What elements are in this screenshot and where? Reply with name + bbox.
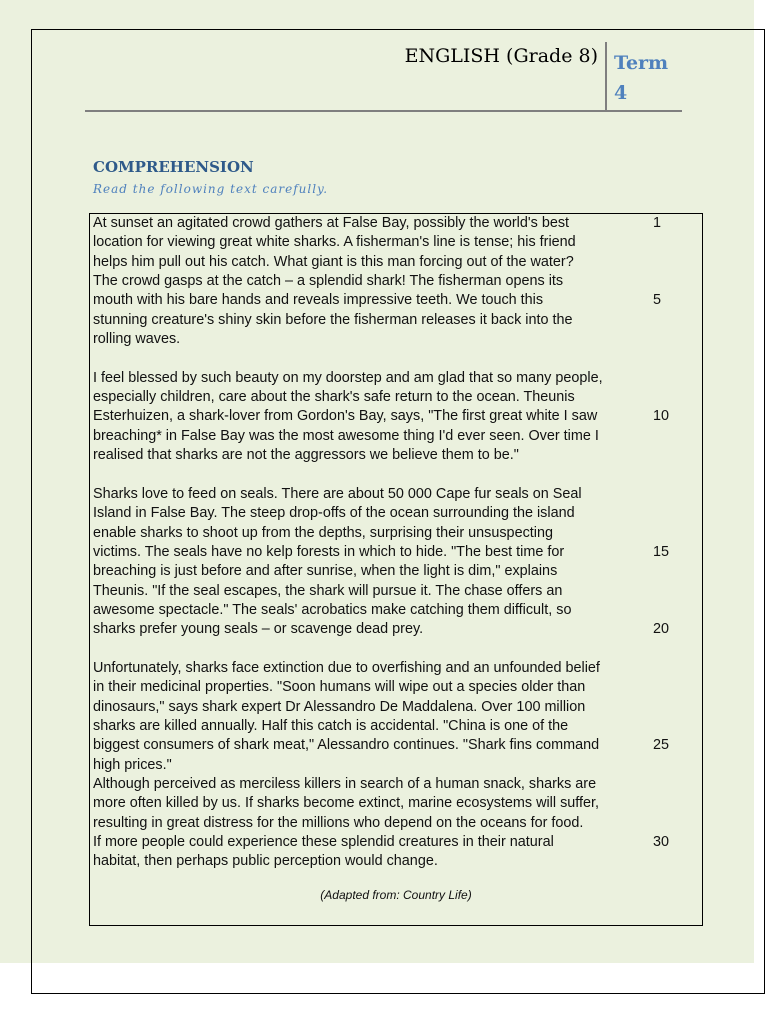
- passage-line-text: Esterhuizen, a shark-lover from Gordon's Bay, says, "The first great white I saw: [93, 408, 598, 425]
- passage-line-text: I feel blessed by such beauty on my doorstep and am glad that so many people,: [93, 369, 603, 386]
- line-number: [653, 388, 693, 407]
- line-number: [653, 524, 693, 543]
- passage-line: [93, 311, 693, 330]
- header-term: Term 4: [614, 52, 669, 104]
- passage-line-text: Sharks love to feed on seals. There are about 50 000 Cape fur seals on Seal: [93, 485, 582, 502]
- line-number: [653, 756, 693, 775]
- passage-line: [93, 291, 693, 310]
- passage-line: [93, 524, 693, 543]
- passage-line: [93, 427, 693, 446]
- passage-line-text: sharks are killed annually. Half this catch is accidental. "China is one of the: [93, 717, 569, 734]
- line-number: [653, 349, 693, 368]
- passage-line-text: [93, 465, 649, 484]
- header-rule: [85, 110, 682, 112]
- line-number: 10: [653, 408, 670, 425]
- line-number: 5: [653, 292, 662, 309]
- section-title: COMPREHENSION: [93, 158, 254, 176]
- passage-line: [93, 659, 693, 678]
- passage-line-text: realised that sharks are not the aggressors we believe them to be.": [93, 447, 519, 464]
- line-number: [653, 678, 693, 697]
- passage-line-text: mouth with his bare hands and reveals impressive teeth. We touch this: [93, 292, 544, 309]
- passage-line-text: The crowd gasps at the catch – a splendid shark! The fisherman opens its: [93, 273, 564, 290]
- line-number: 20: [653, 621, 670, 638]
- line-number: [653, 465, 693, 484]
- passage-line: [93, 504, 693, 523]
- line-number: [653, 253, 693, 272]
- passage-line: [93, 562, 693, 581]
- passage-line-text: enable sharks to shoot up from the depths, surprising their unsuspecting: [93, 524, 553, 541]
- line-number: 25: [653, 737, 670, 754]
- passage-line: [93, 833, 693, 852]
- passage-line: [93, 620, 693, 639]
- passage-line: [93, 253, 693, 272]
- line-number: [653, 272, 693, 291]
- line-number: [653, 852, 693, 871]
- passage-line-text: breaching* in False Bay was the most awesome thing I'd ever seen. Over time I: [93, 427, 599, 444]
- passage-line-text: Island in False Bay. The steep drop-offs of the ocean surrounding the island: [93, 505, 575, 522]
- passage-line: [93, 582, 693, 601]
- header-separator: [605, 42, 607, 110]
- passage-line: [93, 794, 693, 813]
- passage-line-text: [93, 640, 649, 659]
- line-number: [653, 504, 693, 523]
- line-number: [653, 311, 693, 330]
- passage-line: [93, 485, 693, 504]
- passage-line-text: sharks prefer young seals – or scavenge dead prey.: [93, 621, 424, 638]
- passage-line: [93, 330, 693, 349]
- passage-line-text: location for viewing great white sharks. A fisherman's line is tense; his friend: [93, 234, 576, 251]
- passage-line-text: At sunset an agitated crowd gathers at False Bay, possibly the world's best: [93, 215, 570, 231]
- line-number: [653, 814, 693, 833]
- passage-line: [93, 678, 693, 697]
- passage-line: [93, 736, 693, 755]
- line-number: [653, 562, 693, 581]
- passage-line: [93, 272, 693, 291]
- line-number: [653, 601, 693, 620]
- line-number: [653, 582, 693, 601]
- passage-line-text: Theunis. "If the seal escapes, the shark will pursue it. The chase offers an: [93, 582, 563, 599]
- passage-line: [93, 852, 693, 871]
- passage-line-text: especially children, care about the shark's safe return to the ocean. Theunis: [93, 389, 575, 406]
- line-number: [653, 717, 693, 736]
- passage-line-text: more often killed by us. If sharks become extinct, marine ecosystems will suffer,: [93, 795, 600, 812]
- source-citation: (Adapted from: Country Life): [320, 888, 472, 902]
- passage-line: [93, 446, 693, 465]
- line-number: [653, 330, 693, 349]
- passage-line-text: habitat, then perhaps public perception would change.: [93, 853, 438, 870]
- passage-line-text: dinosaurs," says shark expert Dr Alessandro De Maddalena. Over 100 million: [93, 698, 586, 715]
- passage-line-text: Although perceived as merciless killers in search of a human snack, sharks are: [93, 775, 597, 792]
- passage-line-text: helps him pull out his catch. What giant is this man forcing out of the water?: [93, 253, 574, 270]
- passage-line: [93, 698, 693, 717]
- line-number: [653, 369, 693, 388]
- passage-line-text: biggest consumers of shark meat," Alessandro continues. "Shark fins command: [93, 737, 600, 754]
- header-title: ENGLISH (Grade 8): [404, 45, 598, 67]
- passage-line-text: breaching is just before and after sunrise, when the light is dim," explains: [93, 563, 558, 580]
- passage-line-text: resulting in great distress for the millions who depend on the oceans for food.: [93, 814, 584, 831]
- passage-line: [93, 543, 693, 562]
- passage-line-text: in their medicinal properties. "Soon humans will wipe out a species older than: [93, 679, 586, 696]
- passage-line: [93, 775, 693, 794]
- line-number: 15: [653, 543, 670, 560]
- passage-line-text: victims. The seals have no kelp forests in which to hide. "The best time for: [93, 543, 565, 560]
- passage-lines: [93, 214, 693, 872]
- passage-line-text: rolling waves.: [93, 331, 181, 348]
- passage-line: [93, 349, 693, 368]
- passage-line-text: Unfortunately, sharks face extinction due to overfishing and an unfounded belief: [93, 659, 600, 676]
- line-number: 1: [653, 215, 662, 231]
- passage-line: [93, 369, 693, 388]
- line-number: [653, 233, 693, 252]
- line-number: [653, 427, 693, 446]
- instruction-text: Read the following text carefully.: [93, 182, 329, 196]
- line-number: [653, 485, 693, 504]
- line-number: [653, 446, 693, 465]
- passage-line: [93, 601, 693, 620]
- line-number: 30: [653, 834, 670, 850]
- passage-line: [93, 814, 693, 833]
- passage-line-text: stunning creature's shiny skin before the fisherman releases it back into the: [93, 311, 573, 328]
- line-number: [653, 794, 693, 813]
- passage-line-text: high prices.": [93, 756, 172, 773]
- passage-line: [93, 756, 693, 775]
- passage-line: [93, 465, 693, 484]
- passage-line: [93, 640, 693, 659]
- line-number: [653, 775, 693, 794]
- line-number: [653, 659, 693, 678]
- passage-line: [93, 388, 693, 407]
- line-number: [653, 698, 693, 717]
- passage-line: [93, 233, 693, 252]
- passage-line-text: If more people could experience these splendid creatures in their natural: [93, 834, 554, 850]
- passage-line: [93, 717, 693, 736]
- passage-line: [93, 407, 693, 426]
- passage-line: [93, 214, 693, 233]
- line-number: [653, 640, 693, 659]
- passage-line-text: awesome spectacle." The seals' acrobatics make catching them difficult, so: [93, 601, 572, 618]
- passage-line-text: [93, 349, 649, 368]
